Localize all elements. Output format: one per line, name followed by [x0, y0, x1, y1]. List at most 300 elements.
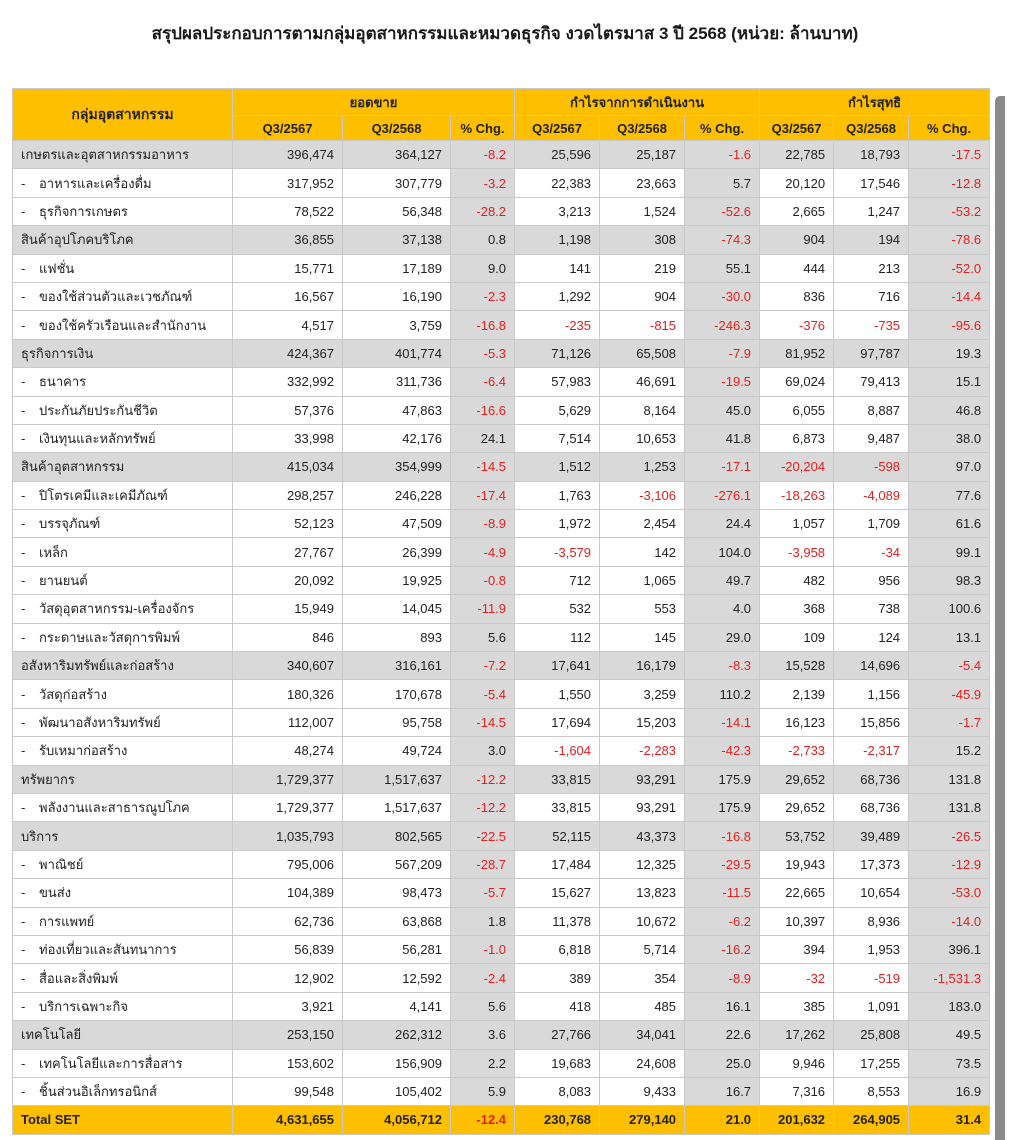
value-cell: 1,057: [760, 510, 834, 538]
value-cell: 262,312: [343, 1021, 451, 1049]
value-cell: 18,793: [834, 141, 909, 169]
row-name: ยานยนต์: [39, 573, 88, 589]
value-cell: 1,729,377: [233, 793, 343, 821]
value-cell: 25,596: [515, 141, 600, 169]
section-header-net-profit: กำไรสุทธิ: [760, 89, 990, 116]
row-label: [13, 282, 233, 310]
value-cell: -735: [834, 311, 909, 339]
table-row: [13, 311, 990, 339]
sub-item-dash: -: [21, 1055, 26, 1071]
value-cell: 6,873: [760, 424, 834, 452]
value-cell: 3,921: [233, 992, 343, 1020]
pct-change-cell: 131.8: [909, 793, 990, 821]
pct-change-cell: -53.2: [909, 197, 990, 225]
value-cell: 1,065: [600, 566, 685, 594]
value-cell: 415,034: [233, 453, 343, 481]
row-label: [13, 850, 233, 878]
pct-change-cell: -26.5: [909, 822, 990, 850]
row-label: [13, 197, 233, 225]
pct-change-cell: -16.6: [451, 396, 515, 424]
sub-item-dash: -: [21, 516, 26, 532]
value-cell: 9,487: [834, 424, 909, 452]
table-row: [13, 481, 990, 509]
pct-change-cell: 16.9: [909, 1077, 990, 1105]
sub-item-dash: -: [21, 856, 26, 872]
value-cell: 8,083: [515, 1077, 600, 1105]
value-cell: 3,259: [600, 680, 685, 708]
value-cell: 15,528: [760, 652, 834, 680]
value-cell: 316,161: [343, 652, 451, 680]
row-label: [13, 1021, 233, 1049]
row-label: [13, 1077, 233, 1105]
value-cell: 29,652: [760, 793, 834, 821]
row-name: ของใช้ส่วนตัวและเวชภัณฑ์: [39, 289, 193, 305]
value-cell: 97,787: [834, 339, 909, 367]
pct-change-cell: -2.4: [451, 964, 515, 992]
sub-item-dash: -: [21, 431, 26, 447]
pct-change-cell: -14.1: [685, 708, 760, 736]
value-cell: 63,868: [343, 907, 451, 935]
value-cell: 4,517: [233, 311, 343, 339]
row-name: บรรจุภัณฑ์: [39, 516, 101, 532]
group-row: [13, 339, 990, 367]
value-cell: 389: [515, 964, 600, 992]
sub-item-dash: -: [21, 487, 26, 503]
row-name: เกษตรและอุตสาหกรรมอาหาร: [21, 147, 190, 163]
pct-change-cell: 5.7: [685, 169, 760, 197]
value-cell: 1,247: [834, 197, 909, 225]
row-name: ธุรกิจการเงิน: [21, 345, 94, 361]
value-cell: 33,815: [515, 793, 600, 821]
pct-change-cell: 2.2: [451, 1049, 515, 1077]
pct-change-cell: 4.0: [685, 595, 760, 623]
pct-change-cell: -12.2: [451, 793, 515, 821]
table-row: [13, 197, 990, 225]
value-cell: 53,752: [760, 822, 834, 850]
value-cell: 482: [760, 566, 834, 594]
pct-change-cell: -5.7: [451, 879, 515, 907]
value-cell: 298,257: [233, 481, 343, 509]
pct-change-cell: -16.8: [685, 822, 760, 850]
table-row: [13, 595, 990, 623]
sub-header: % Chg.: [909, 116, 990, 141]
table-row: [13, 623, 990, 651]
value-cell: 47,509: [343, 510, 451, 538]
row-name: ขนส่ง: [39, 885, 72, 901]
row-label: [13, 680, 233, 708]
row-label: [13, 822, 233, 850]
pct-change-cell: -78.6: [909, 226, 990, 254]
value-cell: 56,281: [343, 935, 451, 963]
pct-change-cell: -14.4: [909, 282, 990, 310]
page-title: สรุปผลประกอบการตามกลุ่มอุตสาหกรรมและหมวดธุรกิจ งวดไตรมาส 3 ปี 2568 (หน่วย: ล้านบาท): [151, 24, 859, 43]
pct-change-cell: -19.5: [685, 368, 760, 396]
row-label: [13, 141, 233, 169]
value-cell: 230,768: [515, 1106, 600, 1134]
value-cell: 36,855: [233, 226, 343, 254]
pct-change-cell: -5.3: [451, 339, 515, 367]
value-cell: -4,089: [834, 481, 909, 509]
pct-change-cell: 24.1: [451, 424, 515, 452]
table-row: [13, 169, 990, 197]
pct-change-cell: 183.0: [909, 992, 990, 1020]
pct-change-cell: 61.6: [909, 510, 990, 538]
table-row: [13, 510, 990, 538]
pct-change-cell: -17.5: [909, 141, 990, 169]
value-cell: -2,733: [760, 737, 834, 765]
pct-change-cell: 31.4: [909, 1106, 990, 1134]
value-cell: 104,389: [233, 879, 343, 907]
row-name: ธนาคาร: [39, 374, 87, 390]
row-name: ของใช้ครัวเรือนและสำนักงาน: [39, 317, 207, 333]
row-name: สินค้าอุตสาหกรรม: [21, 459, 125, 475]
value-cell: -20,204: [760, 453, 834, 481]
pct-change-cell: 3.0: [451, 737, 515, 765]
pct-change-cell: 5.6: [451, 992, 515, 1020]
pct-change-cell: -53.0: [909, 879, 990, 907]
pct-change-cell: 5.9: [451, 1077, 515, 1105]
pct-change-cell: 100.6: [909, 595, 990, 623]
value-cell: 1,524: [600, 197, 685, 225]
table-body: [13, 141, 990, 1135]
row-label: [13, 879, 233, 907]
value-cell: 553: [600, 595, 685, 623]
pct-change-cell: -14.5: [451, 453, 515, 481]
value-cell: 16,190: [343, 282, 451, 310]
value-cell: 1,517,637: [343, 793, 451, 821]
value-cell: 27,767: [233, 538, 343, 566]
pct-change-cell: 49.5: [909, 1021, 990, 1049]
value-cell: 1,953: [834, 935, 909, 963]
value-cell: 16,567: [233, 282, 343, 310]
value-cell: 401,774: [343, 339, 451, 367]
value-cell: 156,909: [343, 1049, 451, 1077]
value-cell: 2,139: [760, 680, 834, 708]
sub-item-dash: -: [21, 686, 26, 702]
value-cell: -2,283: [600, 737, 685, 765]
sub-header: Q3/2568: [343, 116, 451, 141]
sub-item-dash: -: [21, 544, 26, 560]
value-cell: 424,367: [233, 339, 343, 367]
value-cell: 7,514: [515, 424, 600, 452]
value-cell: 1,517,637: [343, 765, 451, 793]
value-cell: -32: [760, 964, 834, 992]
value-cell: 12,592: [343, 964, 451, 992]
value-cell: 9,433: [600, 1077, 685, 1105]
value-cell: 20,092: [233, 566, 343, 594]
value-cell: 354: [600, 964, 685, 992]
row-name: วัสดุอุตสาหกรรม-เครื่องจักร: [39, 601, 195, 617]
pct-change-cell: 25.0: [685, 1049, 760, 1077]
row-label: [13, 737, 233, 765]
table-row: [13, 566, 990, 594]
sub-item-dash: -: [21, 1084, 26, 1100]
sub-header: % Chg.: [451, 116, 515, 141]
value-cell: 26,399: [343, 538, 451, 566]
value-cell: -3,958: [760, 538, 834, 566]
row-label: [13, 793, 233, 821]
value-cell: 6,818: [515, 935, 600, 963]
value-cell: 4,056,712: [343, 1106, 451, 1134]
total-row: [13, 1106, 990, 1134]
pct-change-cell: 15.1: [909, 368, 990, 396]
value-cell: 10,654: [834, 879, 909, 907]
pct-change-cell: -276.1: [685, 481, 760, 509]
value-cell: 956: [834, 566, 909, 594]
row-name: ประกันภัยประกันชีวิต: [39, 402, 158, 418]
value-cell: -376: [760, 311, 834, 339]
pct-change-cell: -52.6: [685, 197, 760, 225]
pct-change-cell: -8.9: [685, 964, 760, 992]
value-cell: 42,176: [343, 424, 451, 452]
value-cell: -2,317: [834, 737, 909, 765]
pct-change-cell: -12.2: [451, 765, 515, 793]
sub-item-dash: -: [21, 913, 26, 929]
pct-change-cell: 46.8: [909, 396, 990, 424]
pct-change-cell: 49.7: [685, 566, 760, 594]
value-cell: -815: [600, 311, 685, 339]
value-cell: 8,936: [834, 907, 909, 935]
value-cell: 12,325: [600, 850, 685, 878]
value-cell: 17,189: [343, 254, 451, 282]
value-cell: 10,653: [600, 424, 685, 452]
value-cell: 307,779: [343, 169, 451, 197]
row-label: [13, 311, 233, 339]
value-cell: 124: [834, 623, 909, 651]
sub-item-dash: -: [21, 743, 26, 759]
value-cell: 37,138: [343, 226, 451, 254]
pct-change-cell: -7.2: [451, 652, 515, 680]
scrollbar[interactable]: [995, 96, 1005, 1140]
value-cell: 1,253: [600, 453, 685, 481]
table-row: [13, 879, 990, 907]
pct-change-cell: -5.4: [909, 652, 990, 680]
value-cell: 79,413: [834, 368, 909, 396]
value-cell: -34: [834, 538, 909, 566]
sub-header: Q3/2568: [834, 116, 909, 141]
value-cell: 567,209: [343, 850, 451, 878]
value-cell: 485: [600, 992, 685, 1020]
pct-change-cell: 3.6: [451, 1021, 515, 1049]
table-row: [13, 538, 990, 566]
value-cell: 4,631,655: [233, 1106, 343, 1134]
value-cell: 14,696: [834, 652, 909, 680]
table-row: [13, 907, 990, 935]
row-label: [13, 765, 233, 793]
value-cell: 3,759: [343, 311, 451, 339]
value-cell: 2,454: [600, 510, 685, 538]
value-cell: 112,007: [233, 708, 343, 736]
row-name: เงินทุนและหลักทรัพย์: [39, 431, 156, 447]
pct-change-cell: -95.6: [909, 311, 990, 339]
value-cell: 71,126: [515, 339, 600, 367]
value-cell: 57,376: [233, 396, 343, 424]
value-cell: 1,550: [515, 680, 600, 708]
pct-change-cell: 175.9: [685, 765, 760, 793]
table-row: [13, 282, 990, 310]
value-cell: -3,579: [515, 538, 600, 566]
value-cell: 317,952: [233, 169, 343, 197]
value-cell: 14,045: [343, 595, 451, 623]
value-cell: -3,106: [600, 481, 685, 509]
value-cell: 62,736: [233, 907, 343, 935]
value-cell: 46,691: [600, 368, 685, 396]
value-cell: 1,035,793: [233, 822, 343, 850]
row-label: [13, 226, 233, 254]
value-cell: 95,758: [343, 708, 451, 736]
row-name: การแพทย์: [39, 913, 95, 929]
sub-item-dash: -: [21, 885, 26, 901]
pct-change-cell: 77.6: [909, 481, 990, 509]
value-cell: 27,766: [515, 1021, 600, 1049]
value-cell: 48,274: [233, 737, 343, 765]
value-cell: 25,187: [600, 141, 685, 169]
pct-change-cell: 396.1: [909, 935, 990, 963]
pct-change-cell: 29.0: [685, 623, 760, 651]
value-cell: 5,629: [515, 396, 600, 424]
pct-change-cell: -28.7: [451, 850, 515, 878]
value-cell: 99,548: [233, 1077, 343, 1105]
value-cell: 795,006: [233, 850, 343, 878]
value-cell: 141: [515, 254, 600, 282]
value-cell: 17,694: [515, 708, 600, 736]
value-cell: 311,736: [343, 368, 451, 396]
row-label: [13, 566, 233, 594]
value-cell: 105,402: [343, 1077, 451, 1105]
row-label: [13, 510, 233, 538]
sub-header: % Chg.: [685, 116, 760, 141]
row-name: ธุรกิจการเกษตร: [39, 203, 128, 219]
sub-item-dash: -: [21, 800, 26, 816]
pct-change-cell: -7.9: [685, 339, 760, 367]
pct-change-cell: -30.0: [685, 282, 760, 310]
value-cell: 153,602: [233, 1049, 343, 1077]
sub-item-dash: -: [21, 715, 26, 730]
row-label: [13, 595, 233, 623]
value-cell: 201,632: [760, 1106, 834, 1134]
value-cell: 17,641: [515, 652, 600, 680]
sub-item-dash: -: [21, 573, 26, 589]
pct-change-cell: -8.2: [451, 141, 515, 169]
value-cell: 246,228: [343, 481, 451, 509]
pct-change-cell: -14.0: [909, 907, 990, 935]
sub-item-dash: -: [21, 317, 26, 333]
row-name: พาณิชย์: [39, 856, 84, 872]
row-label: [13, 396, 233, 424]
value-cell: 354,999: [343, 453, 451, 481]
row-name: พัฒนาอสังหาริมทรัพย์: [39, 715, 161, 730]
pct-change-cell: -0.8: [451, 566, 515, 594]
table-row: [13, 793, 990, 821]
row-name: บริการ: [21, 828, 59, 844]
value-cell: 22,785: [760, 141, 834, 169]
value-cell: 8,887: [834, 396, 909, 424]
value-cell: 109: [760, 623, 834, 651]
pct-change-cell: -5.4: [451, 680, 515, 708]
value-cell: 1,709: [834, 510, 909, 538]
value-cell: 368: [760, 595, 834, 623]
value-cell: 802,565: [343, 822, 451, 850]
pct-change-cell: -1.7: [909, 708, 990, 736]
group-row: [13, 141, 990, 169]
row-name: รับเหมาก่อสร้าง: [39, 743, 128, 759]
pct-change-cell: -42.3: [685, 737, 760, 765]
row-label: [13, 254, 233, 282]
value-cell: 213: [834, 254, 909, 282]
value-cell: 19,943: [760, 850, 834, 878]
value-cell: 93,291: [600, 793, 685, 821]
value-cell: 8,164: [600, 396, 685, 424]
value-cell: 846: [233, 623, 343, 651]
pct-change-cell: 131.8: [909, 765, 990, 793]
pct-change-cell: -17.1: [685, 453, 760, 481]
value-cell: 308: [600, 226, 685, 254]
row-name: เทคโนโลยี: [21, 1027, 82, 1043]
pct-change-cell: 97.0: [909, 453, 990, 481]
pct-change-cell: 0.8: [451, 226, 515, 254]
value-cell: 93,291: [600, 765, 685, 793]
value-cell: 39,489: [834, 822, 909, 850]
sub-item-dash: -: [21, 998, 26, 1014]
pct-change-cell: 9.0: [451, 254, 515, 282]
pct-change-cell: -29.5: [685, 850, 760, 878]
value-cell: 418: [515, 992, 600, 1020]
pct-change-cell: -45.9: [909, 680, 990, 708]
row-label: [13, 907, 233, 935]
pct-change-cell: -1,531.3: [909, 964, 990, 992]
value-cell: 98,473: [343, 879, 451, 907]
value-cell: 10,672: [600, 907, 685, 935]
value-cell: 1,198: [515, 226, 600, 254]
pct-change-cell: 19.3: [909, 339, 990, 367]
row-name: ปิโตรเคมีและเคมีภัณฑ์: [39, 487, 168, 503]
table-row: [13, 368, 990, 396]
value-cell: 15,627: [515, 879, 600, 907]
value-cell: 29,652: [760, 765, 834, 793]
row-label: [13, 368, 233, 396]
table-row: [13, 992, 990, 1020]
pct-change-cell: -8.3: [685, 652, 760, 680]
sub-header: Q3/2567: [233, 116, 343, 141]
value-cell: 385: [760, 992, 834, 1020]
row-name: ชิ้นส่วนอิเล็กทรอนิกส์: [39, 1084, 157, 1100]
value-cell: 9,946: [760, 1049, 834, 1077]
pct-change-cell: -11.9: [451, 595, 515, 623]
value-cell: 20,120: [760, 169, 834, 197]
value-cell: 7,316: [760, 1077, 834, 1105]
row-name: สื่อและสิ่งพิมพ์: [39, 970, 119, 986]
value-cell: 716: [834, 282, 909, 310]
row-name: เทคโนโลยีและการสื่อสาร: [39, 1055, 183, 1071]
value-cell: 340,607: [233, 652, 343, 680]
sub-item-dash: -: [21, 374, 26, 390]
section-header-operating-profit: กำไรจากการดำเนินงาน: [515, 89, 760, 116]
pct-change-cell: -74.3: [685, 226, 760, 254]
group-row: [13, 822, 990, 850]
pct-change-cell: 16.7: [685, 1077, 760, 1105]
value-cell: 12,902: [233, 964, 343, 992]
value-cell: 2,665: [760, 197, 834, 225]
value-cell: 170,678: [343, 680, 451, 708]
pct-change-cell: 24.4: [685, 510, 760, 538]
row-name: พลังงานและสาธารณูปโภค: [39, 800, 190, 816]
sub-item-dash: -: [21, 175, 26, 191]
value-cell: 17,373: [834, 850, 909, 878]
value-cell: 145: [600, 623, 685, 651]
pct-change-cell: 5.6: [451, 623, 515, 651]
group-row: [13, 226, 990, 254]
table-row: [13, 964, 990, 992]
